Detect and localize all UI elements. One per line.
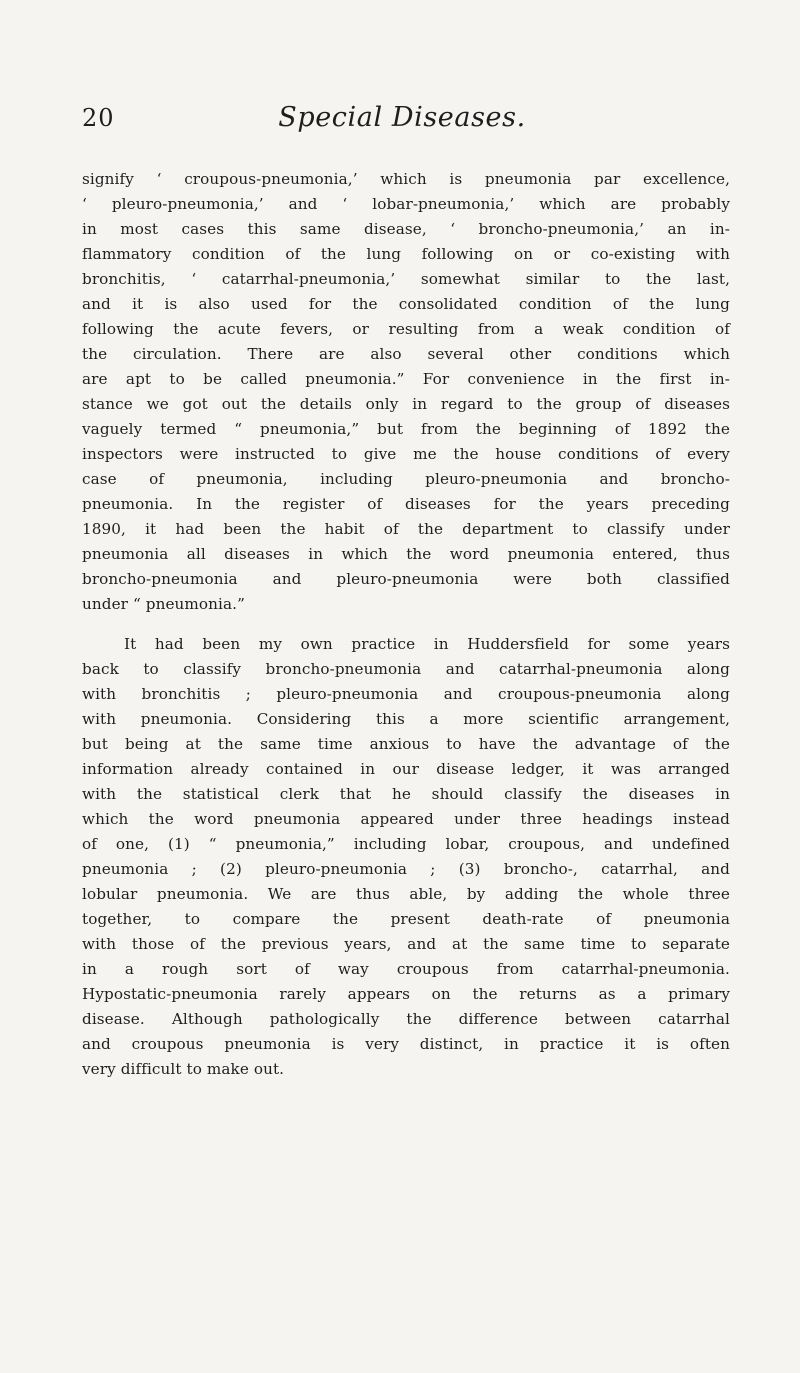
text-line: very difficult to make out. <box>82 1060 285 1078</box>
text-line: in most cases this same disease, ‘ broncho-pneumonia,’ an in- <box>82 220 730 238</box>
text-line: stance we got out the details only in regard to the group of diseases <box>82 395 730 413</box>
text-line: pneumonia. In the register of diseases for the years preceding <box>82 495 730 513</box>
text-line: with pneumonia. Considering this a more scientific arrangement, <box>82 710 730 728</box>
text-line: information already contained in our disease ledger, it was arranged <box>82 760 730 778</box>
text-line: case of pneumonia, including pleuro-pneumonia and broncho- <box>82 470 730 488</box>
text-line: lobular pneumonia. We are thus able, by adding the whole three <box>82 885 730 903</box>
text-line: Hypostatic-pneumonia rarely appears on the returns as a primary <box>82 985 730 1003</box>
page-number: 20 <box>82 104 115 132</box>
text-line: with those of the previous years, and at the same time to separate <box>82 935 730 953</box>
paragraph-break <box>82 617 730 632</box>
text-line: following the acute fevers, or resulting from a weak condition of <box>82 320 730 338</box>
text-line: 1890, it had been the habit of the department to classify under <box>82 520 730 538</box>
text-line: vaguely termed “ pneumonia,” but from the beginning of 1892 the <box>82 420 730 438</box>
text-line: inspectors were instructed to give me the house conditions of every <box>82 445 730 463</box>
running-title: Special Diseases. <box>278 102 526 133</box>
text-line: are apt to be called pneumonia.” For convenience in the first in- <box>82 370 730 388</box>
text-line: back to classify broncho-pneumonia and catarrhal-pneumonia along <box>82 660 730 678</box>
text-line: which the word pneumonia appeared under three headings instead <box>82 810 730 828</box>
text-line: the circulation. There are also several other conditions which <box>82 345 730 363</box>
text-line: together, to compare the present death-rate of pneumonia <box>82 910 730 928</box>
text-line: and croupous pneumonia is very distinct, in practice it is often <box>82 1035 730 1053</box>
paragraph-2 <box>82 632 730 1082</box>
text-line: disease. Although pathologically the difference between catarrhal <box>82 1010 730 1028</box>
text-line: flammatory condition of the lung following on or co-existing with <box>82 245 730 263</box>
text-line: pneumonia ; (2) pleuro-pneumonia ; (3) broncho-, catarrhal, and <box>82 860 730 878</box>
text-line: pneumonia all diseases in which the word pneumonia entered, thus <box>82 545 730 563</box>
text-line: of one, (1) “ pneumonia,” including lobar, croupous, and undefined <box>82 835 730 853</box>
paragraph-1 <box>82 167 730 617</box>
text-line: ‘ pleuro-pneumonia,’ and ‘ lobar-pneumonia,’ which are probably <box>82 195 730 213</box>
text-line: broncho-pneumonia and pleuro-pneumonia were both classified <box>82 570 730 588</box>
text-line: It had been my own practice in Huddersfield for some years <box>124 635 730 653</box>
text-line: in a rough sort of way croupous from catarrhal-pneumonia. <box>82 960 730 978</box>
text-line: and it is also used for the consolidated condition of the lung <box>82 295 730 313</box>
text-line: but being at the same time anxious to have the advantage of the <box>82 735 730 753</box>
text-line: under “ pneumonia.” <box>82 595 245 613</box>
text-line: bronchitis, ‘ catarrhal-pneumonia,’ somewhat similar to the last, <box>82 270 730 288</box>
text-line: with bronchitis ; pleuro-pneumonia and croupous-pneumonia along <box>82 685 730 703</box>
page-header <box>82 102 722 142</box>
text-line: with the statistical clerk that he should classify the diseases in <box>82 785 730 803</box>
text-line: signify ‘ croupous-pneumonia,’ which is pneumonia par excellence, <box>82 170 730 188</box>
body-text <box>82 167 730 1082</box>
